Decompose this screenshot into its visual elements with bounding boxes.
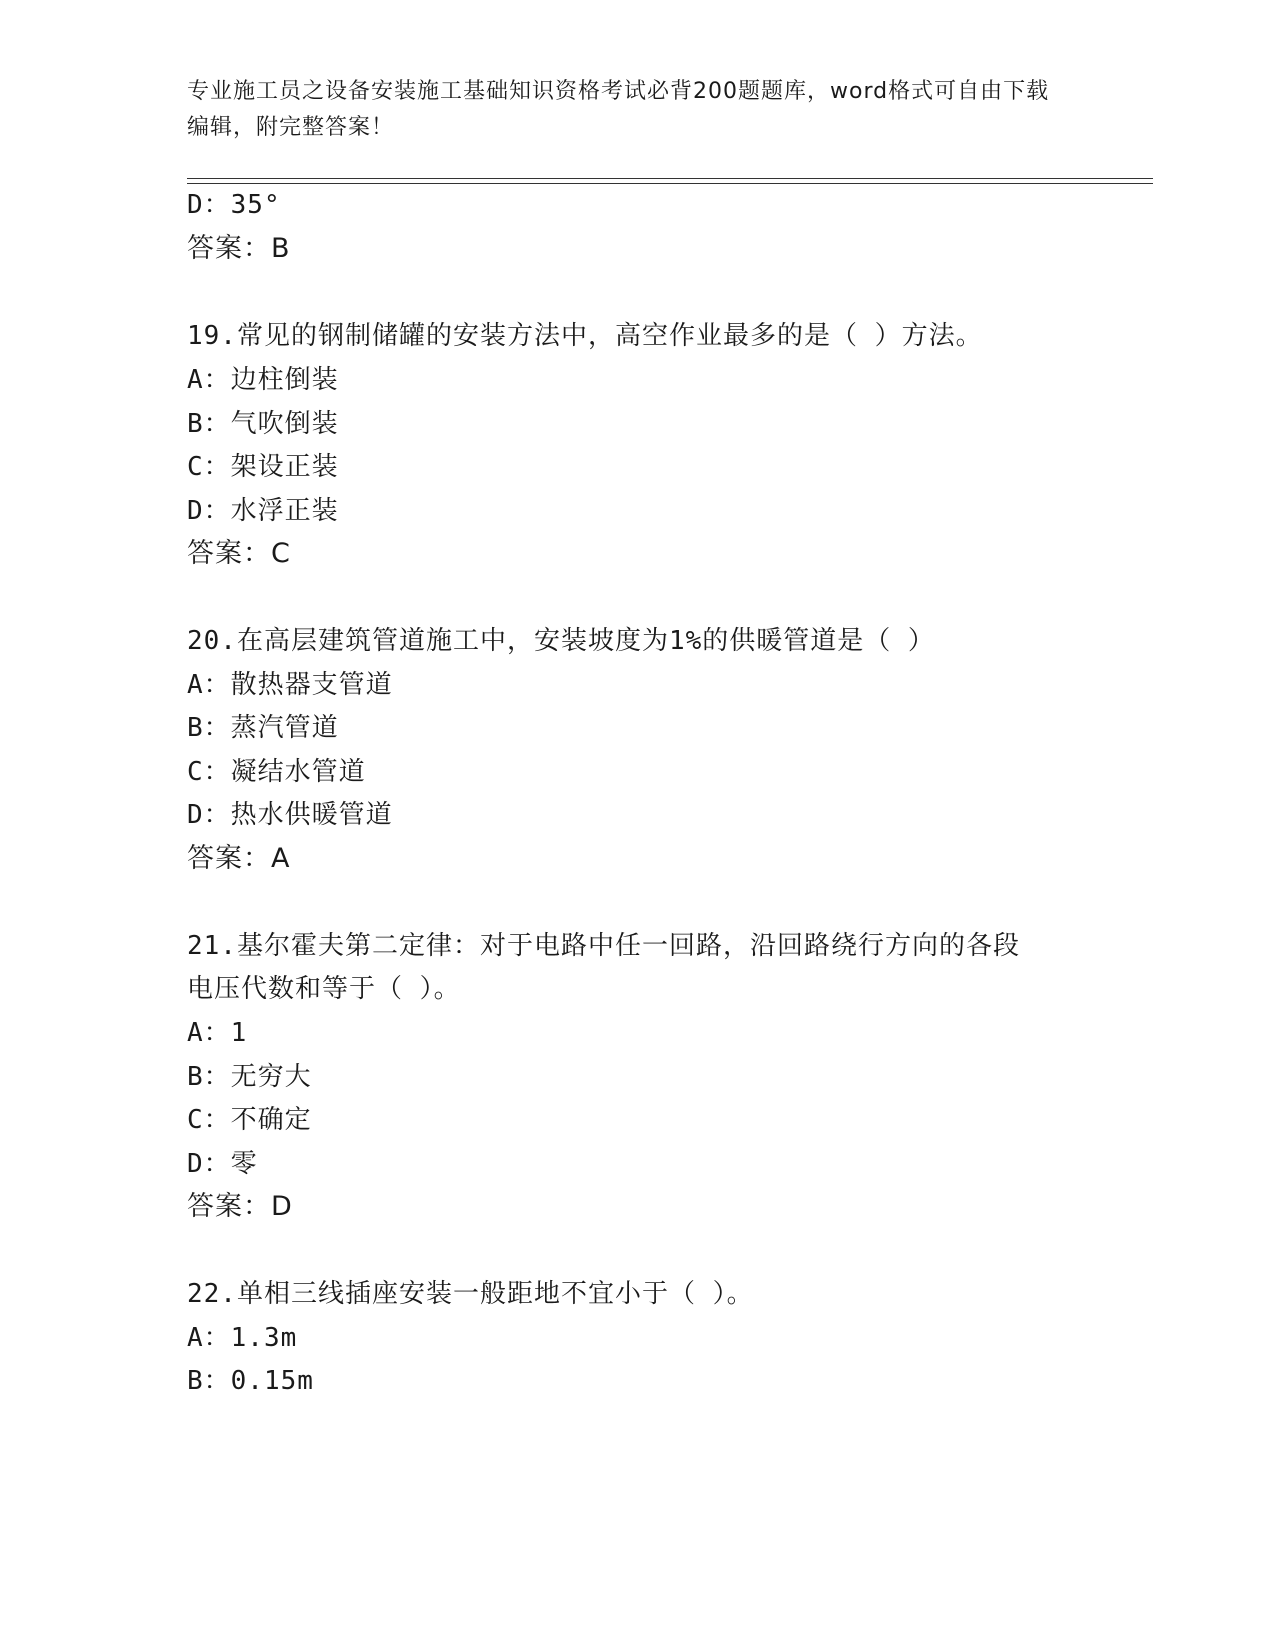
header-divider-bottom — [187, 183, 1153, 184]
question-21-option-a: A：1 — [187, 1018, 248, 1048]
question-22-stem: 22.单相三线插座安装一般距地不宜小于（ ）。 — [187, 1279, 754, 1309]
question-21-stem-line-1: 21.基尔霍夫第二定律：对于电路中任一回路，沿回路绕行方向的各段 — [187, 931, 1020, 961]
question-20-option-b: B：蒸汽管道 — [187, 713, 339, 743]
question-21-option-b: B：无穷大 — [187, 1062, 312, 1092]
question-20-answer: 答案：A — [187, 843, 291, 874]
question-20-stem: 20.在高层建筑管道施工中，安装坡度为1%的供暖管道是（ ） — [187, 626, 935, 656]
question-19-option-a: A：边柱倒装 — [187, 365, 339, 395]
question-21-answer: 答案：D — [187, 1191, 293, 1222]
prev-answer: 答案：B — [187, 233, 291, 264]
question-20-option-a: A：散热器支管道 — [187, 670, 393, 700]
question-19-option-d: D：水浮正装 — [187, 496, 339, 526]
question-19-option-c: C：架设正装 — [187, 452, 339, 482]
document-header: 专业施工员之设备安装施工基础知识资格考试必背200题题库，word格式可自由下载编辑，附完整答案！ — [187, 79, 1050, 140]
question-21-option-d: D：零 — [187, 1149, 258, 1179]
question-19-answer: 答案：C — [187, 538, 291, 569]
question-20-option-d: D：热水供暖管道 — [187, 800, 393, 830]
question-21-option-c: C：不确定 — [187, 1105, 312, 1135]
header-divider-top — [187, 178, 1153, 179]
question-19-stem: 19.常见的钢制储罐的安装方法中，高空作业最多的是（ ）方法。 — [187, 321, 983, 351]
question-19-option-b: B：气吹倒装 — [187, 409, 339, 439]
question-22-option-b: B：0.15m — [187, 1366, 314, 1396]
question-22-option-a: A：1.3m — [187, 1323, 298, 1353]
prev-option-d: D：35° — [187, 190, 281, 220]
question-20-option-c: C：凝结水管道 — [187, 757, 366, 787]
question-21-stem-line-2: 电压代数和等于（ ）。 — [187, 974, 461, 1004]
